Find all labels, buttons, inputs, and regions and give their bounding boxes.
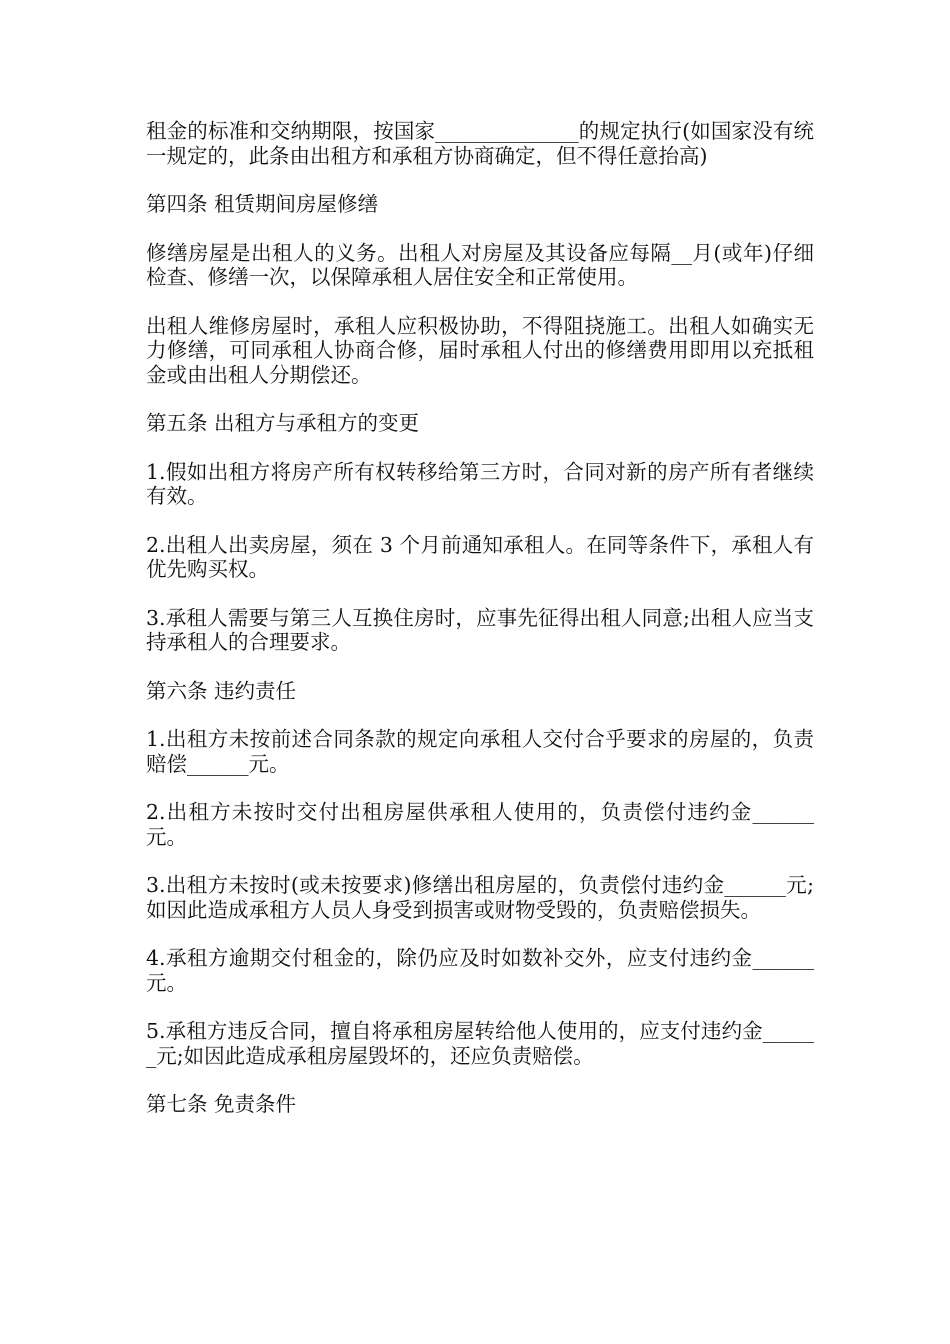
paragraph-rent-standard: 租金的标准和交纳期限，按国家______________的规定执行(如国家没有统一规定的，此条由出租方和承租方协商确定，但不得任意抬高) <box>146 119 814 168</box>
paragraph-liability-4: 4.承租方逾期交付租金的，除仍应及时如数补交外，应支付违约金______元。 <box>146 946 814 995</box>
paragraph-change-1: 1.假如出租方将房产所有权转移给第三方时，合同对新的房产所有者继续有效。 <box>146 459 814 508</box>
paragraph-liability-3: 3.出租方未按时(或未按要求)修缮出租房屋的，负责偿付违约金______元;如因此造成承租方人员人身受到损害或财物受毁的，负责赔偿损失。 <box>146 873 814 922</box>
paragraph-liability-5: 5.承租方违反合同，擅自将承租房屋转给他人使用的，应支付违约金______元;如因此造成承租房屋毁坏的，还应负责赔偿。 <box>146 1019 814 1068</box>
paragraph-repair-cooperation: 出租人维修房屋时，承租人应积极协助，不得阻挠施工。出租人如确实无力修缮，可同承租人协商合修，届时承租人付出的修缮费用即用以充抵租金或由出租人分期偿还。 <box>146 313 814 387</box>
paragraph-change-2: 2.出租人出卖房屋，须在 3 个月前通知承租人。在同等条件下，承租人有优先购买权。 <box>146 532 814 581</box>
document-page <box>146 119 814 1141</box>
paragraph-liability-1: 1.出租方未按前述合同条款的规定向承租人交付合乎要求的房屋的，负责赔偿______元。 <box>146 727 814 776</box>
paragraph-repair-duty: 修缮房屋是出租人的义务。出租人对房屋及其设备应每隔__月(或年)仔细检查、修缮一次，以保障承租人居住安全和正常使用。 <box>146 240 814 289</box>
heading-article-5: 第五条 出租方与承租方的变更 <box>146 411 420 435</box>
heading-article-7: 第七条 免责条件 <box>146 1092 297 1116</box>
heading-article-6: 第六条 违约责任 <box>146 678 297 703</box>
paragraph-change-3: 3.承租人需要与第三人互换住房时，应事先征得出租人同意;出租人应当支持承租人的合理要求。 <box>146 605 814 654</box>
paragraph-liability-2: 2.出租方未按时交付出租房屋供承租人使用的，负责偿付违约金______元。 <box>146 800 814 849</box>
heading-article-4: 第四条 租赁期间房屋修缮 <box>146 192 379 216</box>
